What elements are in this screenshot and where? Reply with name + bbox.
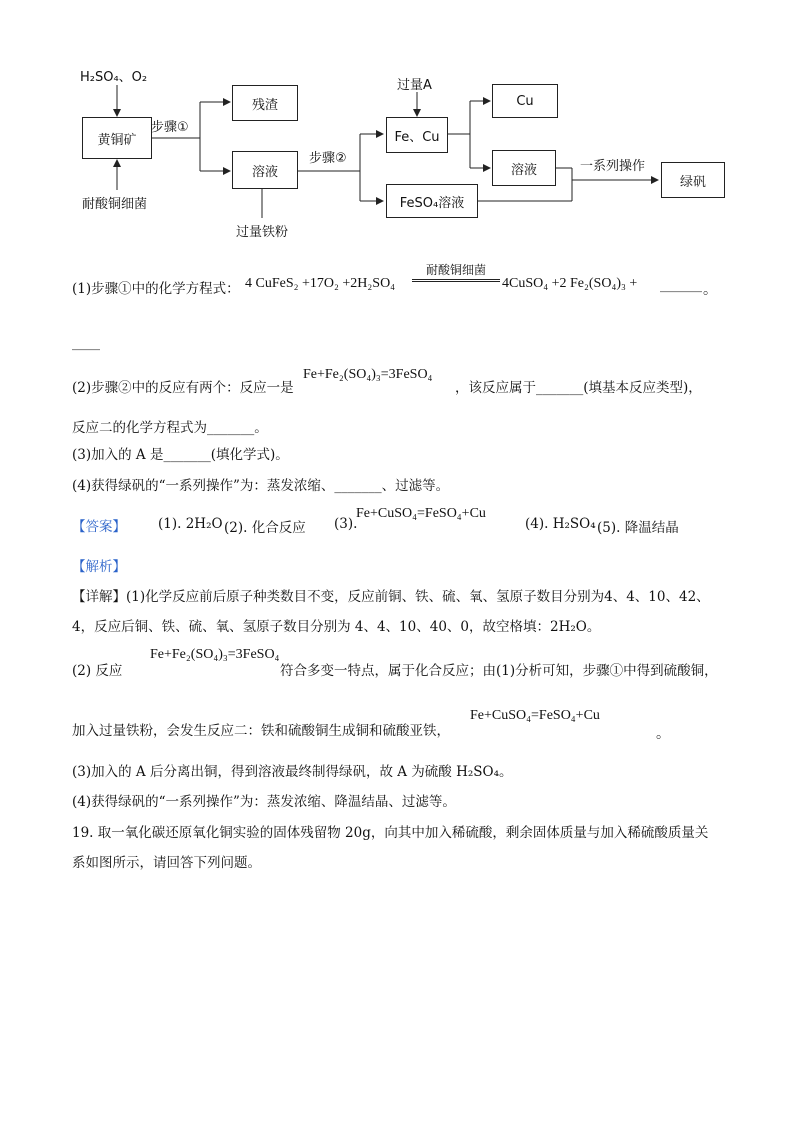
- q19-line1: 19. 取一氧化碳还原氧化铜实验的固体残留物 20g，向其中加入稀硫酸，剩余固体质量与加入稀硫酸质量关: [72, 825, 709, 841]
- analysis-p2-end: 。: [656, 726, 670, 742]
- answer-4: (4). H₂SO₄: [525, 516, 596, 532]
- excess-a-label: 过量A: [397, 78, 432, 93]
- answer-label: 【答案】: [72, 519, 126, 535]
- bacteria-label: 耐酸铜细菌: [82, 197, 148, 212]
- q1-continuation: ____: [72, 335, 100, 351]
- q2-prefix: (2)步骤②中的反应有两个：反应一是: [72, 380, 294, 396]
- answer-5: (5). 降温结晶: [597, 520, 679, 536]
- q4: (4)获得绿矾的“一系列操作”为：蒸发浓缩、_______、过滤等。: [72, 478, 450, 494]
- detail-line1: 【详解】(1)化学反应前后原子种类数目不变，反应前铜、铁、硫、氧、氢原子数目分别为4、4、10、42、: [72, 589, 710, 605]
- fe-cu-box: Fe、Cu: [386, 117, 448, 153]
- analysis-label: 【解析】: [72, 559, 126, 575]
- q1-prefix: (1)步骤①中的化学方程式：: [72, 281, 240, 297]
- ore-box: 黄铜矿: [82, 117, 152, 159]
- analysis-p3: (3)加入的 A 后分离出铜，得到溶液最终制得绿矾，故 A 为硫酸 H₂SO₄。: [72, 764, 513, 780]
- q1-reaction-condition: 耐酸铜细菌: [412, 261, 500, 282]
- q1-end: 。: [703, 282, 717, 298]
- analysis-p4: (4)获得绿矾的“一系列操作”为：蒸发浓缩、降温结晶、过滤等。: [72, 794, 456, 810]
- q2-suffix: ，该反应属于_______(填基本反应类型)，: [455, 380, 702, 396]
- step2-label: 步骤②: [309, 151, 347, 166]
- q3: (3)加入的 A 是_______(填化学式)。: [72, 447, 289, 463]
- q1-blank: ______: [660, 277, 702, 293]
- analysis-p2-equation2: Fe+CuSO₄=FeSO₄+Cu: [470, 708, 600, 723]
- residue-box: 残渣: [232, 85, 298, 121]
- solution2-box: 溶液: [492, 150, 556, 186]
- answer-3-equation: Fe+CuSO₄=FeSO₄+Cu: [356, 506, 486, 521]
- analysis-p2-equation: Fe+Fe₂(SO₄)₃=3FeSO₄: [150, 647, 280, 662]
- q1-equation-left: 4 CuFeS₂ +17O₂ +2H₂SO₄: [245, 276, 396, 291]
- q19-line2: 系如图所示，请回答下列问题。: [72, 855, 261, 871]
- step1-label: 步骤①: [151, 120, 189, 135]
- analysis-p2-line2: 加入过量铁粉，会发生反应二：铁和硫酸铜生成铜和硫酸亚铁，: [72, 723, 450, 739]
- answer-3-prefix: (3).: [334, 516, 358, 532]
- q2-line2: 反应二的化学方程式为_______。: [72, 420, 268, 436]
- analysis-p2-suffix: 符合多变一特点，属于化合反应；由(1)分析可知，步骤①中得到硫酸铜，: [280, 663, 718, 679]
- solution1-box: 溶液: [232, 151, 298, 189]
- reagents-label: H₂SO₄、O₂: [80, 70, 148, 85]
- q1-equation-right: 4CuSO₄ +2 Fe₂(SO₄)₃ +: [502, 276, 638, 291]
- green-vitriol-box: 绿矾: [661, 162, 725, 198]
- cu-box: Cu: [492, 84, 558, 118]
- detail-line2: 4，反应后铜、铁、硫、氧、氢原子数目分别为 4、4、10、40、0，故空格填：2H₂O。: [72, 619, 601, 635]
- iron-powder-label: 过量铁粉: [236, 225, 289, 240]
- feso4-solution-box: FeSO₄溶液: [386, 184, 478, 218]
- answer-1: (1). 2H₂O: [158, 516, 223, 532]
- series-ops-label: 一系列操作: [580, 159, 646, 174]
- answer-2: (2). 化合反应: [224, 520, 306, 536]
- q2-equation: Fe+Fe₂(SO₄)₃=3FeSO₄: [303, 367, 433, 382]
- analysis-p2-prefix: (2) 反应: [72, 663, 123, 679]
